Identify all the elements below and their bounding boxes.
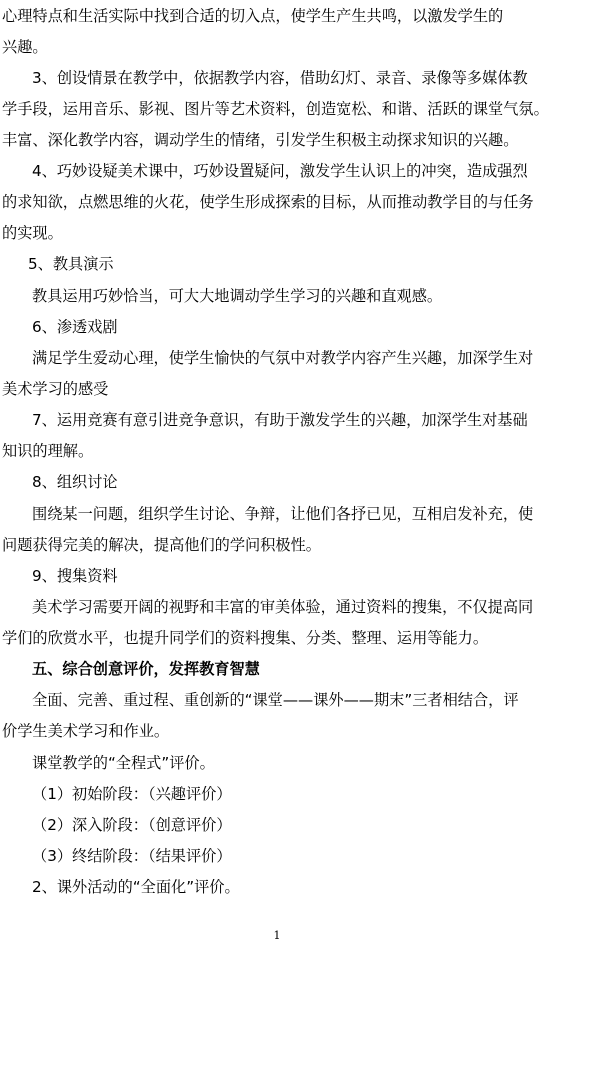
page-number: 1 (273, 929, 281, 942)
body-text-line: 满足学生爱动心理，使学生愉快的气氛中对教学内容产生兴趣，加深学生对 (32, 349, 534, 367)
body-text-line: 价学生美术学习和作业。 (2, 722, 170, 740)
body-text-line: 丰富、深化教学内容，调动学生的情绪，引发学生积极主动探求知识的兴趣。 (2, 131, 519, 149)
body-text-line: 围绕某一问题，组织学生讨论、争辩，让他们各抒已见，互相启发补充，使 (32, 505, 534, 523)
section-heading: 五、综合创意评价，发挥教育智慧 (32, 660, 260, 678)
body-text-line: 的实现。 (2, 224, 63, 242)
list-heading: 9、搜集资料 (32, 567, 118, 585)
body-text-line: 3、创设情景在教学中，依据教学内容，借助幻灯、录音、录像等多媒体教 (32, 69, 528, 87)
body-text-line: 美术学习的感受 (2, 380, 109, 398)
body-text-line: 知识的理解。 (2, 442, 94, 460)
list-item: （2）深入阶段：（创意评价） (32, 816, 232, 834)
list-heading: 8、组织讨论 (32, 473, 118, 491)
body-text-line: 兴趣。 (2, 38, 48, 56)
body-text-line: 教具运用巧妙恰当，可大大地调动学生学习的兴趣和直观感。 (32, 287, 443, 305)
list-heading: 6、渗透戏剧 (32, 318, 118, 336)
body-text-line: 2、课外活动的“全面化”评价。 (32, 878, 240, 896)
list-item: （1）初始阶段：（兴趣评价） (32, 785, 232, 803)
body-text-line: 学们的欣赏水平，也提升同学们的资料搜集、分类、整理、运用等能力。 (2, 629, 488, 647)
body-text-line: 7、运用竞赛有意引进竞争意识，有助于激发学生的兴趣，加深学生对基础 (32, 411, 528, 429)
body-text-line: 课堂教学的“全程式”评价。 (32, 754, 215, 772)
body-text-line: 心理特点和生活实际中找到合适的切入点，使学生产生共鸣，以激发学生的 (2, 7, 504, 25)
list-heading: 5、教具演示 (28, 255, 114, 273)
body-text-line: 问题获得完美的解决，提高他们的学问积极性。 (2, 536, 321, 554)
body-text-line: 全面、完善、重过程、重创新的“课堂——课外——期末”三者相结合，评 (32, 691, 519, 709)
body-text-line: 学手段，运用音乐、影视、图片等艺术资料，创造宽松、和谐、活跃的课堂气氛。 (2, 100, 549, 118)
list-item: （3）终结阶段：（结果评价） (32, 847, 232, 865)
body-text-line: 美术学习需要开阔的视野和丰富的审美体验，通过资料的搜集，不仅提高同 (32, 598, 534, 616)
body-text-line: 的求知欲，点燃思维的火花，使学生形成探索的目标，从而推动教学目的与任务 (2, 193, 534, 211)
body-text-line: 4、巧妙设疑美术课中，巧妙设置疑问，激发学生认识上的冲突，造成强烈 (32, 162, 528, 180)
